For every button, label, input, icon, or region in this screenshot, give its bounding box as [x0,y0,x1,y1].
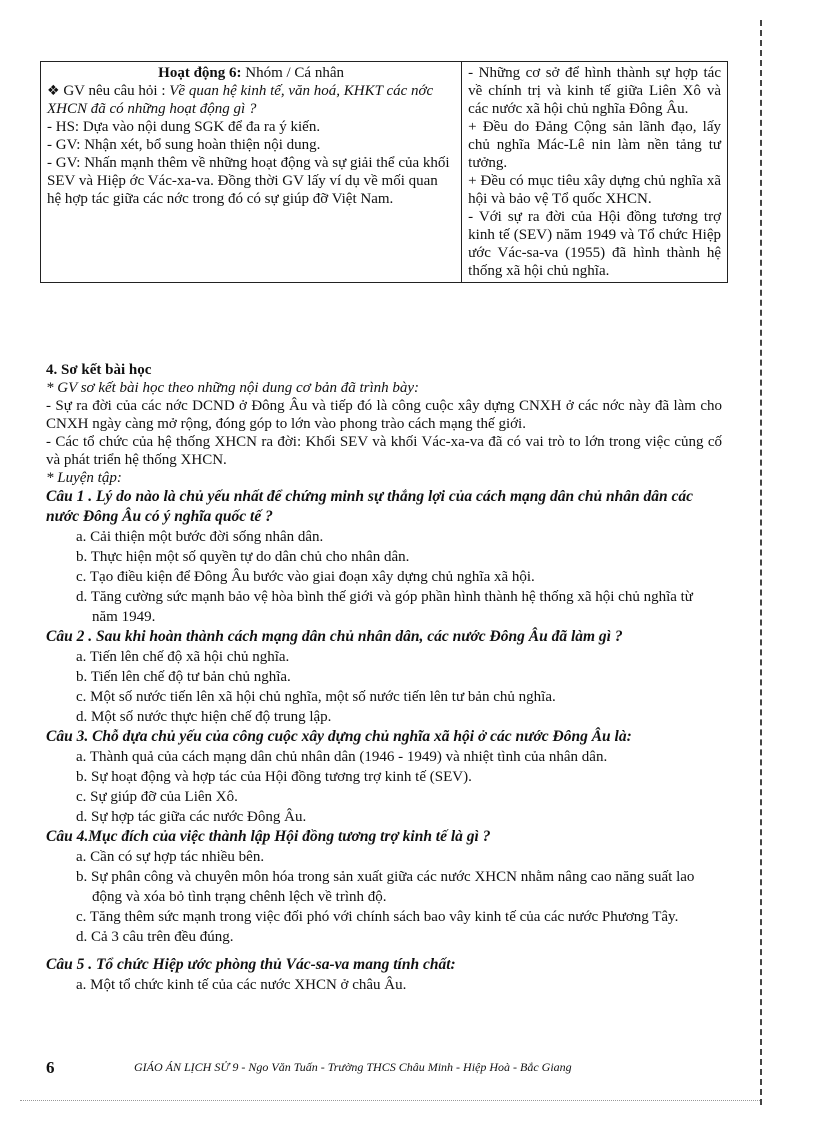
bottom-divider [20,1100,760,1101]
right-line: + Đều do Đảng Cộng sản lãnh đạo, lấy chủ nghĩa Mác-Lê nin làm nền tảng tư tưởng. [468,119,721,171]
left-line: - HS: Dựa vào nội dung SGK để đa ra ý kiến. [47,119,321,135]
answer-option: a. Một tổ chức kinh tế của các nước XHCN ở châu Âu. [76,977,407,993]
left-line: - GV: Nhận xét, bổ sung hoàn thiện nội dung. [47,137,321,153]
page-number: 6 [46,1058,55,1077]
question-text: Về quan hệ kinh tế, văn hoá, KHKT các nớc XHCN đã có những hoạt động gì ? [47,83,434,117]
answer-option: d. Một số nước thực hiện chế độ trung lập. [76,709,332,725]
answer-option: a. Cần có sự hợp tác nhiều bên. [76,849,265,865]
answer-option: b. Sự hoạt động và hợp tác của Hội đồng tương trợ kinh tế (SEV). [76,769,472,785]
spacer [46,947,722,955]
question-prefix: GV nêu câu hỏi : [63,83,170,99]
activity-title-rest: Nhóm / Cá nhân [241,65,344,81]
answer-option: a. Tiến lên chế độ xã hội chủ nghĩa. [76,649,290,665]
question-title: Câu 2 . Sau khi hoàn thành cách mạng dân chủ nhân dân, các nước Đông Âu đã làm gì ? [46,628,623,645]
answer-options [46,975,722,995]
question-title: Câu 3. Chỗ dựa chủ yếu của công cuộc xây dựng chủ nghĩa xã hội ở các nước Đông Âu là: [46,728,632,745]
right-line: - Với sự ra đời của Hội đồng tương trợ kinh tế (SEV) năm 1949 và Tổ chức Hiệp ước Vác-sa-va (1955) đã hình thành hệ thống xã hội chủ nghĩa. [468,209,721,279]
activity-title-bold: Hoạt động 6: [158,65,242,81]
answer-options [46,647,722,727]
answer-options [46,847,722,947]
answer-option: c. Tạo điều kiện để Đông Âu bước vào giai đoạn xây dựng chủ nghĩa xã hội. [76,569,535,585]
left-line: - GV: Nhấn mạnh thêm về những hoạt động và sự giải thể của khối SEV và Hiệp ớc Vác-xa-va. Đồng thời GV lấy ví dụ về mối quan hệ hợp tác giữa các nớc trong đó có sự giúp đỡ Việt Nam. [47,155,450,207]
answer-option: d. Cả 3 câu trên đều đúng. [76,929,234,945]
summary-heading: 4. Sơ kết bài học [46,362,152,378]
activity-table [40,61,728,283]
question-title: Câu 1 . Lý do nào là chủ yếu nhất để chứng minh sự thắng lợi của cách mạng dân chủ nhân dân các nước Đông Âu có ý nghĩa quốc tế ? [46,488,694,525]
answer-option: a. Cải thiện một bước đời sống nhân dân. [76,529,324,545]
summary-paragraph: - Các tổ chức của hệ thống XHCN ra đời: Khối SEV và khối Vác-xa-va đã có vai trò to lớn trong việc củng cố và phát triển hệ thống XHCN. [46,434,722,468]
diamond-bullet-icon: ❖ [47,83,60,99]
question-title: Câu 5 . Tổ chức Hiệp ước phòng thủ Vác-sa-va mang tính chất: [46,956,456,973]
right-line: - Những cơ sở để hình thành sự hợp tác về chính trị và kinh tế giữa Liên Xô và các nước xã hội chủ nghĩa Đông Âu. [468,65,721,117]
practice-label: * Luyện tập: [46,470,122,486]
answer-option: d. Sự hợp tác giữa các nước Đông Âu. [76,809,307,825]
answer-option: c. Sự giúp đỡ của Liên Xô. [76,789,238,805]
answer-options [46,747,722,827]
answer-option: b. Sự phân công và chuyên môn hóa trong sản xuất giữa các nước XHCN nhằm nâng cao năng suất lao động và xóa bỏ tình trạng chênh lệch về trình độ. [76,869,695,905]
answer-option: a. Thành quả của cách mạng dân chủ nhân dân (1946 - 1949) và nhiệt tình của nhân dân. [76,749,608,765]
activity-right-cell [462,62,728,283]
lesson-body [46,361,722,995]
answer-option: d. Tăng cường sức mạnh bảo vệ hòa bình thế giới và góp phần hình thành hệ thống xã hội chủ nghĩa từ năm 1949. [76,589,693,625]
teacher-question [47,82,455,118]
answer-option: c. Một số nước tiến lên xã hội chủ nghĩa, một số nước tiến lên tư bản chủ nghĩa. [76,689,556,705]
footer-text: GIÁO ÁN LỊCH SỬ 9 - Ngo Văn Tuấn - Trường THCS Châu Minh - Hiệp Hoà - Bắc Giang [134,1060,572,1074]
answer-option: b. Thực hiện một số quyền tự do dân chủ cho nhân dân. [76,549,410,565]
margin-line [760,20,762,1105]
activity-left-cell [41,62,462,283]
summary-paragraph: - Sự ra đời của các nớc DCND ở Đông Âu và tiếp đó là công cuộc xây dựng CNXH ở các nớc này đã làm cho CNXH ngày càng mở rộng, đóng góp to lớn vào phong trào cách mạng thế giới. [46,398,722,432]
right-line: + Đều có mục tiêu xây dựng chủ nghĩa xã hội và bảo vệ Tổ quốc XHCN. [468,173,721,207]
answer-option: c. Tăng thêm sức mạnh trong việc đối phó với chính sách bao vây kinh tế của các nước Phương Tây. [76,909,679,925]
answer-option: b. Tiến lên chế độ tư bản chủ nghĩa. [76,669,291,685]
question-title: Câu 4.Mục đích của việc thành lập Hội đồng tương trợ kinh tế là gì ? [46,828,491,845]
summary-gv-line: * GV sơ kết bài học theo những nội dung cơ bản đã trình bày: [46,380,420,396]
answer-options [46,527,722,627]
activity-title [47,64,455,82]
